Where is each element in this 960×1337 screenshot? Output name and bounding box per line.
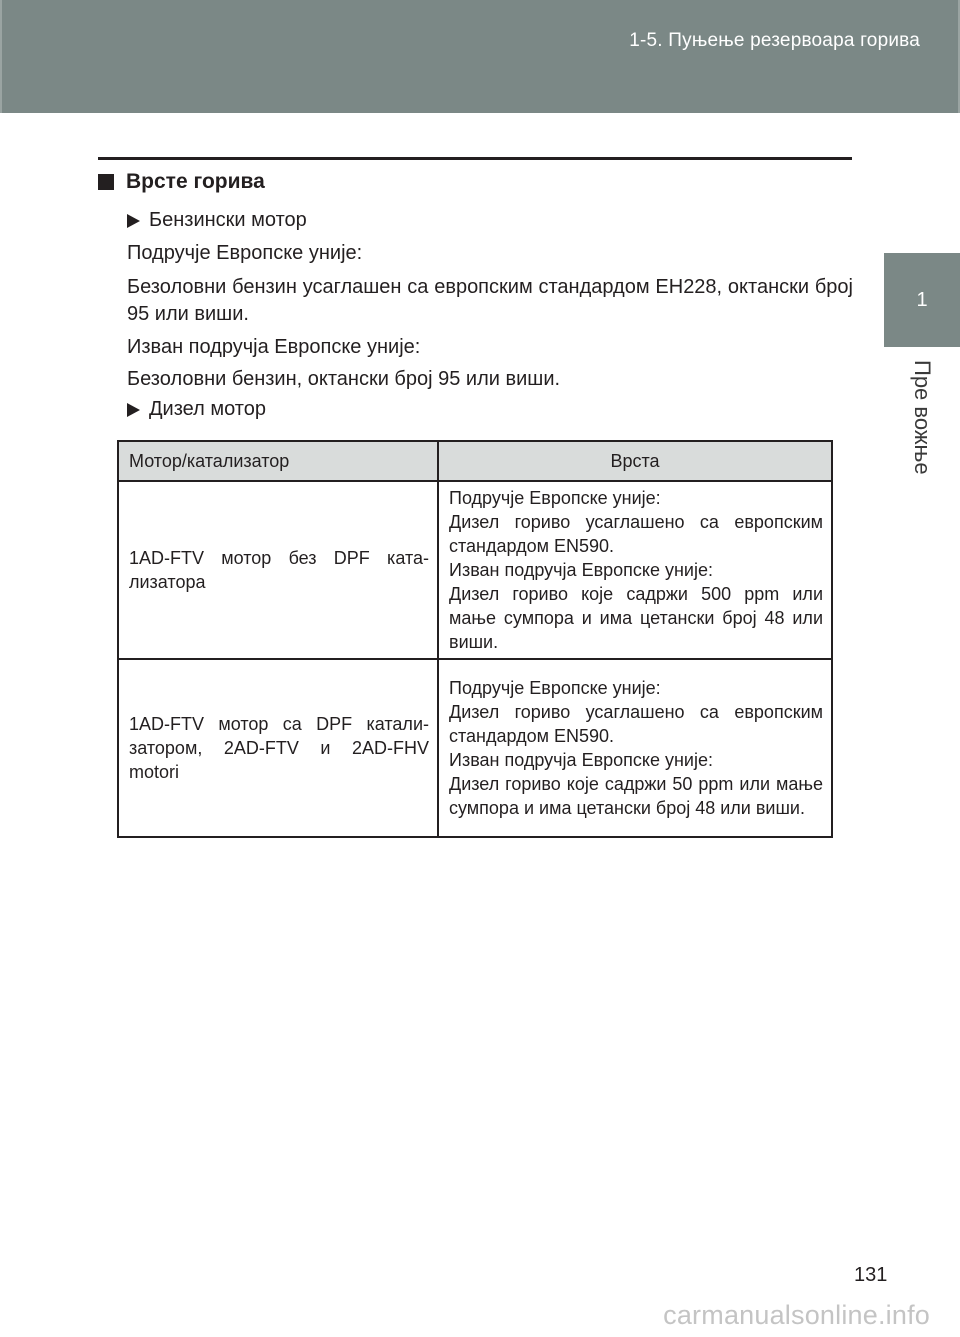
noneu-text: Дизел гориво које садржи 50 ppm или мање сумпора и има цетански број 48 или виши. bbox=[449, 773, 823, 818]
section-running-title: 1-5. Пуњење резервоара горива bbox=[629, 30, 920, 51]
triangle-bullet-icon bbox=[127, 214, 140, 228]
noneu-label: Изван подручја Европске уније: bbox=[449, 749, 713, 770]
square-bullet-icon bbox=[98, 174, 114, 190]
engine-cell: 1AD-FTV мотор са DPF катализатором, 2AD-FTV и 2AD-FHV motori bbox=[118, 659, 438, 837]
petrol-noneu-label: Изван подручја Европске уније: bbox=[127, 336, 421, 358]
petrol-heading-text: Бензински мотор bbox=[149, 209, 307, 231]
diesel-heading-text: Дизел мотор bbox=[149, 398, 266, 420]
eu-text: Дизел гориво усаглашено са европским стандардом EN590. bbox=[449, 701, 823, 746]
triangle-bullet-icon bbox=[127, 403, 140, 417]
chapter-tab bbox=[884, 253, 960, 347]
section-heading bbox=[98, 170, 265, 194]
chapter-label: Пре вожње bbox=[910, 360, 935, 475]
chapter-number: 1 bbox=[916, 289, 928, 311]
noneu-label: Изван подручја Европске уније: bbox=[449, 559, 713, 580]
section-rule bbox=[98, 157, 852, 160]
page-number: 131 bbox=[854, 1264, 888, 1286]
table-header-row bbox=[118, 441, 832, 481]
section-heading-text: Врсте горива bbox=[126, 170, 265, 193]
petrol-noneu-text: Безоловни бензин, октански број 95 или виши. bbox=[127, 368, 561, 390]
engine-cell: 1AD-FTV мотор без DPF катализатора bbox=[118, 481, 438, 659]
fuel-type-cell bbox=[438, 481, 832, 659]
noneu-text: Дизел гориво које садржи 500 ppm или мање сумпора и има цетански број 48 или виши. bbox=[449, 583, 823, 652]
petrol-heading bbox=[127, 209, 307, 232]
eu-text: Дизел гориво усаглашено са европским стандардом EN590. bbox=[449, 511, 823, 556]
watermark: carmanualsonline.info bbox=[663, 1300, 930, 1330]
table-row bbox=[118, 659, 832, 837]
eu-label: Подручје Европске уније: bbox=[449, 487, 661, 508]
petrol-eu-label: Подручје Европске уније: bbox=[127, 242, 363, 264]
table-row bbox=[118, 481, 832, 659]
petrol-eu-text: Безоловни бензин усаглашен са европским стандардом ЕН228, октански број 95 или виши. bbox=[127, 276, 853, 325]
header-edge-left bbox=[0, 0, 2, 113]
eu-label: Подручје Европске уније: bbox=[449, 677, 661, 698]
header-band bbox=[0, 0, 960, 113]
column-header-type: Врста bbox=[438, 441, 832, 481]
diesel-heading bbox=[127, 398, 266, 421]
column-header-engine: Мотор/катализатор bbox=[118, 441, 438, 481]
fuel-type-cell bbox=[438, 659, 832, 837]
diesel-fuel-table bbox=[117, 440, 833, 838]
